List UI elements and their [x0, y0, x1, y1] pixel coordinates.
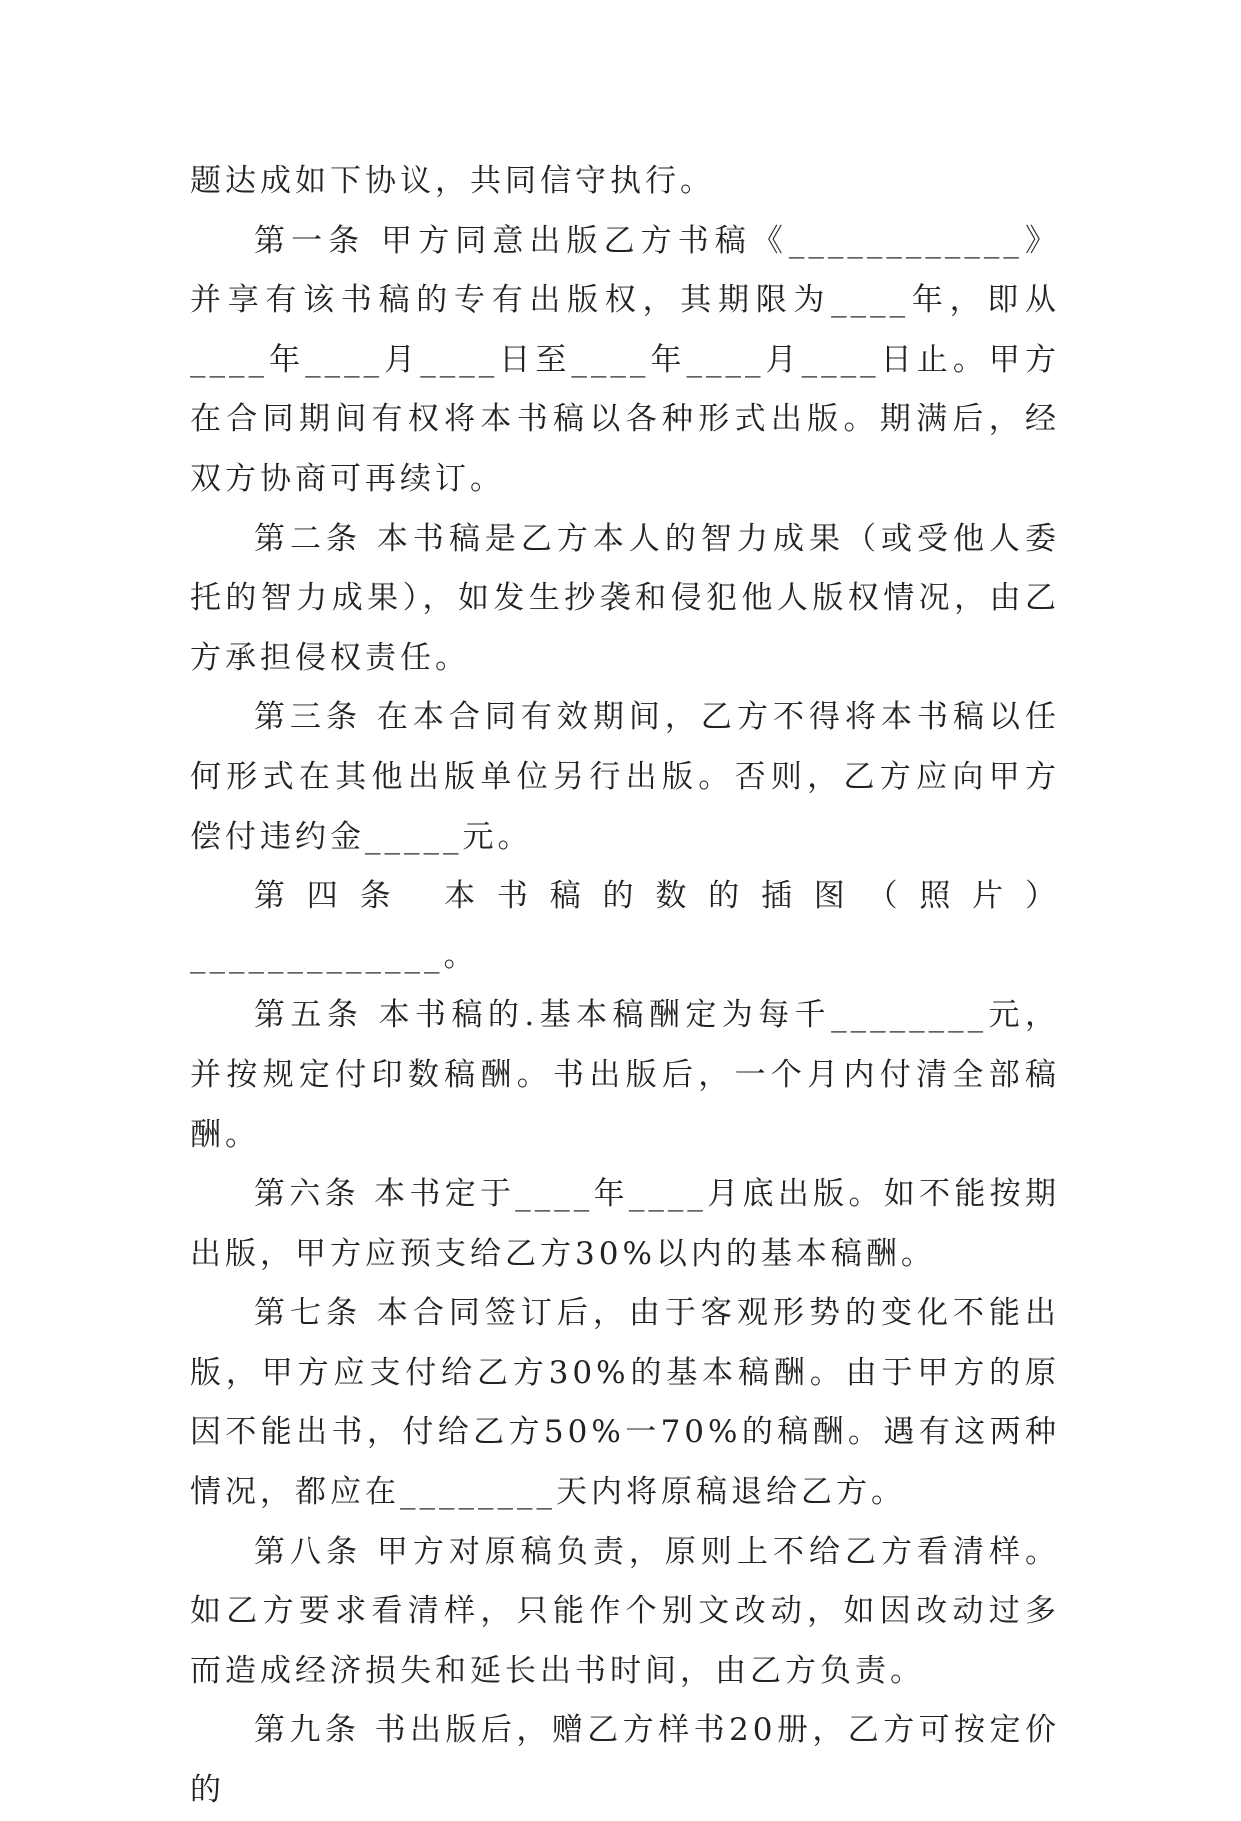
paragraph-article-9: 第九条 书出版后，赠乙方样书20册，乙方可按定价的 [190, 1712, 1060, 1809]
paragraph-article-2: 第二条 本书稿是乙方本人的智力成果（或受他人委托的智力成果），如发生抄袭和侵犯他人版权情况，由乙方承担侵权责任。 [190, 520, 1060, 676]
paragraph-article-8: 第八条 甲方对原稿负责，原则上不给乙方看清样。如乙方要求看清样，只能作个别文改动，如因改动过多而造成经济损失和延长出书时间，由乙方负责。 [190, 1533, 1060, 1689]
paragraph-article-4: 第四条 本书稿的数的插图（照片）_____________。 [190, 878, 1060, 974]
paragraph-article-6: 第六条 本书定于____年____月底出版。如不能按期出版，甲方应预支给乙方30%以内的基本稿酬。 [190, 1176, 1060, 1272]
contract-body [190, 152, 1060, 1821]
paragraph-article-5: 第五条 本书稿的.基本稿酬定为每千________元，并按规定付印数稿酬。书出版后，一个月内付清全部稿酬。 [190, 997, 1060, 1153]
paragraph-article-7: 第七条 本合同签订后，由于客观形势的变化不能出版，甲方应支付给乙方30%的基本稿酬。由于甲方的原因不能出书，付给乙方50%一70%的稿酬。遇有这两种情况，都应在________天内将原稿退给乙方。 [190, 1295, 1060, 1511]
paragraph-article-3: 第三条 在本合同有效期间，乙方不得将本书稿以任何形式在其他出版单位另行出版。否则，乙方应向甲方偿付违约金_____元。 [190, 699, 1060, 855]
paragraph-intro-continuation: 题达成如下协议，共同信守执行。 [190, 163, 715, 199]
paragraph-article-1: 第一条 甲方同意出版乙方书稿《____________》并享有该书稿的专有出版权，其期限为____年，即从____年____月____日至____年____月____日止。甲方在合同期间有权将本书稿以各种形式出版。期满后，经双方协商可再续订。 [190, 222, 1060, 497]
